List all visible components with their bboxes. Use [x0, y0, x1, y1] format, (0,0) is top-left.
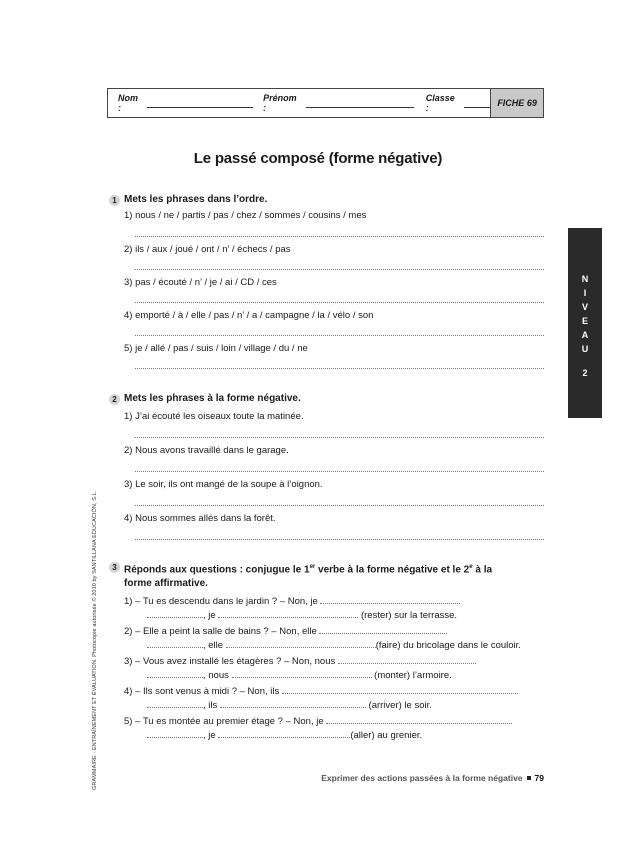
answer-line[interactable]: [135, 437, 544, 438]
answer-line[interactable]: [135, 471, 544, 472]
footer-text: Exprimer des actions passées à la forme négative: [321, 773, 523, 783]
ex3-question: 3) – Vous avez installé les étagères ? – Non, nous: [124, 654, 476, 668]
exercise-1-number: 1: [109, 195, 120, 206]
exercise-2-instruction: Mets les phrases à la forme négative.: [124, 393, 301, 404]
answer-blank[interactable]: [338, 654, 476, 664]
answer-blank[interactable]: [147, 728, 203, 738]
exercise-1-instruction: Mets les phrases dans l’ordre.: [124, 194, 268, 205]
tab-letter: I: [583, 288, 587, 298]
classe-field[interactable]: [414, 89, 490, 117]
tab-letter: E: [581, 316, 588, 326]
tab-letter: A: [581, 330, 589, 340]
answer-blank[interactable]: [226, 638, 376, 648]
ex3-answer: , je (rester) sur la terrasse.: [147, 608, 457, 622]
ex3-answer: , je (aller) au grenier.: [147, 728, 422, 742]
answer-blank[interactable]: [147, 698, 203, 708]
ex3-answer: , ils (arriver) le soir.: [147, 698, 432, 712]
answer-line[interactable]: [135, 539, 544, 540]
answer-line[interactable]: [135, 335, 544, 336]
tab-letter: V: [581, 302, 588, 312]
ex3-question: 1) – Tu es descendu dans le jardin ? – Non, je: [124, 594, 460, 608]
answer-blank[interactable]: [326, 714, 512, 724]
ex3-answer: , nous (monter) l’armoire.: [147, 668, 452, 682]
ex1-item: 4) emporté / à / elle / pas / n’ / a / campagne / la / vélo / son: [124, 310, 374, 321]
answer-line[interactable]: [135, 236, 544, 237]
nom-field[interactable]: [108, 89, 253, 117]
exercise-3-number: 3: [109, 562, 120, 573]
prenom-line[interactable]: [306, 98, 414, 108]
answer-line[interactable]: [135, 269, 544, 270]
ex1-item: 2) ils / aux / joué / ont / n’ / échecs / pas: [124, 244, 291, 255]
copyright-notice: GRAMMAIRE · ENTRAÎNEMENT ET ÉVALUATION. Photocopie autorisée © 2010 by SANTILLANA EDUCACIÓN, S.L.: [92, 490, 98, 790]
nom-label: Nom :: [118, 93, 138, 113]
student-info-header: [107, 88, 544, 118]
ex1-item: 5) je / allé / pas / suis / loin / village / du / ne: [124, 343, 308, 354]
answer-blank[interactable]: [232, 668, 372, 678]
nom-line[interactable]: [147, 98, 253, 108]
answer-blank[interactable]: [147, 608, 203, 618]
tab-level: 2: [582, 368, 588, 378]
page-footer: [321, 773, 544, 783]
answer-blank[interactable]: [147, 638, 203, 648]
ex1-item: 3) pas / écouté / n’ / je / ai / CD / ces: [124, 277, 277, 288]
answer-blank[interactable]: [320, 594, 460, 604]
answer-line[interactable]: [135, 505, 544, 506]
ex1-item: 1) nous / ne / partis / pas / chez / sommes / cousins / mes: [124, 210, 367, 221]
answer-blank[interactable]: [282, 684, 518, 694]
answer-blank[interactable]: [218, 608, 358, 618]
ex2-item: 4) Nous sommes allés dans la forêt.: [124, 513, 276, 524]
exercise-3-instruction: Réponds aux questions : conjugue le 1er verbe à la forme négative et le 2e à la forme affirmative.: [124, 564, 493, 590]
tab-letter: U: [581, 344, 589, 354]
classe-line[interactable]: [464, 98, 490, 108]
ex2-item: 2) Nous avons travaillé dans le garage.: [124, 445, 289, 456]
answer-blank[interactable]: [319, 624, 447, 634]
niveau-tab: [568, 228, 602, 418]
page-number: 79: [534, 773, 544, 783]
answer-blank[interactable]: [218, 728, 350, 738]
tab-letter: N: [581, 274, 589, 284]
answer-line[interactable]: [135, 368, 544, 369]
classe-label: Classe :: [425, 93, 455, 113]
prenom-field[interactable]: [253, 89, 414, 117]
answer-blank[interactable]: [147, 668, 203, 678]
fiche-number: FICHE 69: [490, 89, 543, 117]
ex3-question: 5) – Tu es montée au premier étage ? – Non, je: [124, 714, 512, 728]
ex2-item: 1) J’ai écouté les oiseaux toute la matinée.: [124, 411, 304, 422]
ex2-item: 3) Le soir, ils ont mangé de la soupe à l’oignon.: [124, 479, 323, 490]
ex3-question: 2) – Elle a peint la salle de bains ? – Non, elle: [124, 624, 447, 638]
ex3-question: 4) – Ils sont venus à midi ? – Non, ils: [124, 684, 518, 698]
exercise-2-number: 2: [109, 394, 120, 405]
answer-blank[interactable]: [220, 698, 366, 708]
prenom-label: Prénom :: [263, 93, 297, 113]
square-bullet-icon: [527, 776, 531, 780]
page-title: Le passé composé (forme négative): [193, 150, 443, 167]
answer-line[interactable]: [135, 302, 544, 303]
ex3-answer: , elle (faire) du bricolage dans le couloir.: [147, 638, 521, 652]
